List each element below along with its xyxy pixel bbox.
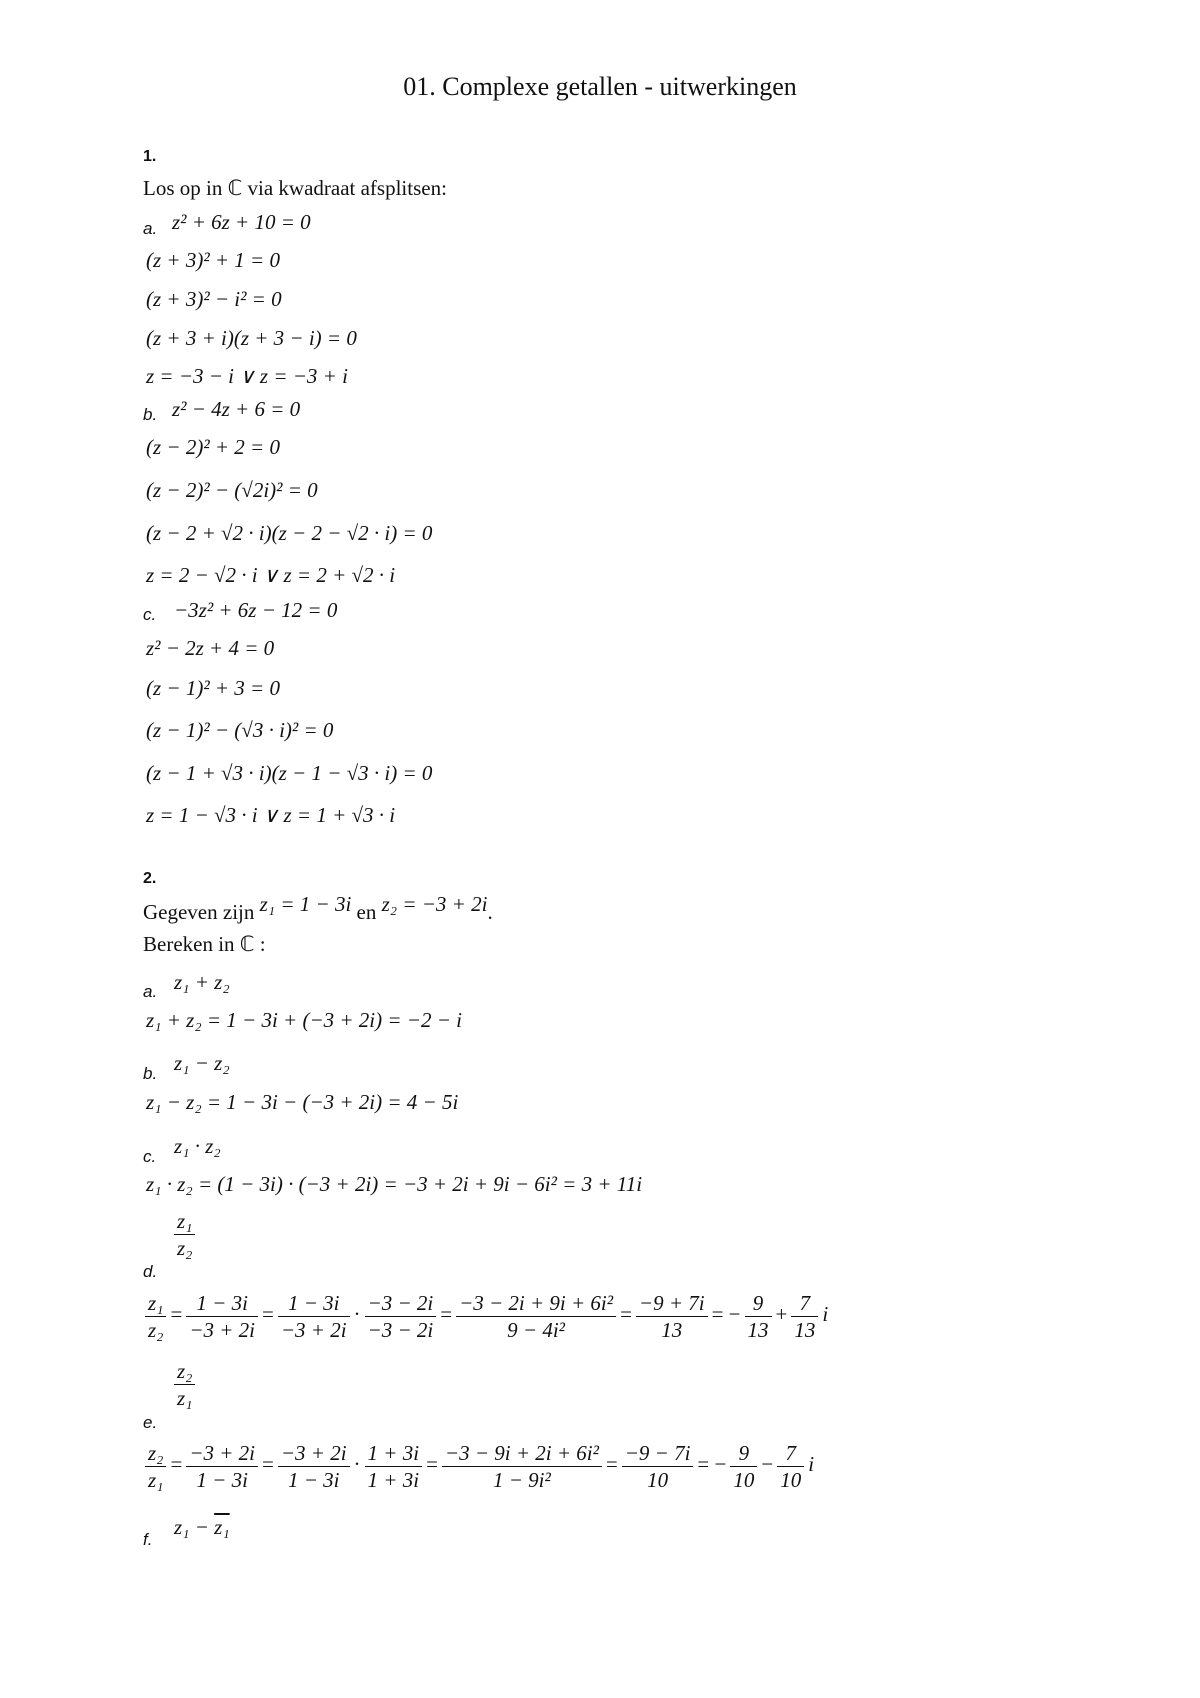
fraction-numerator: −3 + 2i <box>278 1440 350 1467</box>
fraction <box>186 1290 258 1343</box>
q2f-task-part: z₁ − <box>174 1515 215 1539</box>
q2f-label: f. <box>143 1530 153 1549</box>
fraction <box>456 1290 616 1343</box>
fraction-denominator: −3 + 2i <box>189 1318 256 1342</box>
q1a-line: (z + 3)² + 1 = 0 <box>146 248 280 272</box>
given-end: . <box>487 900 493 924</box>
q1b-line: (z − 2)² + 2 = 0 <box>146 435 280 459</box>
fraction-numerator: −3 − 2i <box>365 1290 437 1317</box>
q2d-answer <box>143 1290 830 1343</box>
fraction-numerator: z₂ <box>145 1440 166 1467</box>
z2-definition: z₂ = −3 + 2i <box>381 892 488 916</box>
operator: = <box>426 1452 438 1477</box>
fraction <box>145 1440 166 1493</box>
fraction-denominator: 1 + 3i <box>367 1468 420 1492</box>
fraction <box>186 1440 258 1493</box>
operator: · <box>353 1302 361 1327</box>
q1a-line: z² + 6z + 10 = 0 <box>172 210 311 234</box>
q2e-answer <box>143 1440 816 1493</box>
q2c-label: c. <box>143 1147 157 1166</box>
q1a-line: (z + 3)² − i² = 0 <box>146 287 282 311</box>
operator: = <box>262 1452 274 1477</box>
fraction-denominator: 9 − 4i² <box>507 1318 565 1342</box>
operator: = <box>170 1302 183 1327</box>
fraction-denominator: 10 <box>780 1468 802 1492</box>
question-1-number: 1. <box>143 148 157 165</box>
fraction-denominator: 1 − 9i² <box>492 1468 551 1492</box>
fraction-denominator: z₁ <box>148 1468 164 1492</box>
q1c-line: (z − 1)² − (√3 · i)² = 0 <box>146 718 334 742</box>
fraction-numerator: −3 − 2i + 9i + 6i² <box>456 1290 616 1317</box>
q2b-label: b. <box>143 1064 158 1083</box>
q1c-label: c. <box>143 605 157 624</box>
z1-definition: z₁ = 1 − 3i <box>259 892 352 916</box>
operator: = <box>170 1452 183 1477</box>
fraction <box>365 1290 437 1343</box>
fraction-numerator: 7 <box>777 1440 804 1467</box>
fraction-numerator: 7 <box>791 1290 818 1317</box>
q1c-line: −3z² + 6z − 12 = 0 <box>174 598 338 622</box>
operator: i <box>808 1452 815 1477</box>
fraction-numerator: −3 − 9i + 2i + 6i² <box>442 1440 602 1467</box>
q2c-answer: z₁ · z₂ = (1 − 3i) · (−3 + 2i) = −3 + 2i + 9i − 6i² = 3 + 11i <box>146 1172 643 1196</box>
operator: = − <box>711 1302 741 1327</box>
fraction-denominator: z₂ <box>177 1236 193 1260</box>
q2e-label: e. <box>143 1413 158 1432</box>
operator: = <box>620 1302 632 1327</box>
fraction <box>442 1440 602 1493</box>
q2b-answer: z₁ − z₂ = 1 − 3i − (−3 + 2i) = 4 − 5i <box>146 1090 459 1114</box>
operator: i <box>822 1302 829 1327</box>
operator: − <box>761 1452 774 1477</box>
fraction <box>791 1290 818 1343</box>
fraction-numerator: z₁ <box>145 1290 166 1317</box>
fraction <box>636 1290 708 1343</box>
q1a-line: (z + 3 + i)(z + 3 − i) = 0 <box>146 326 357 350</box>
fraction-denominator: 10 <box>647 1468 669 1492</box>
operator: = − <box>697 1452 727 1477</box>
question-1-instruction: Los op in ℂ via kwadraat afsplitsen: <box>143 176 447 200</box>
page-title: 01. Complexe getallen - uitwerkingen <box>403 72 797 101</box>
fraction-denominator: 13 <box>747 1318 769 1342</box>
fraction-denominator: 1 − 3i <box>287 1468 340 1492</box>
given-en: en <box>356 900 377 924</box>
q2e-task <box>172 1358 197 1411</box>
fraction-numerator: 1 + 3i <box>365 1440 423 1467</box>
q2f-conjugate: z₁ <box>214 1515 230 1539</box>
question-2-given <box>143 892 493 925</box>
fraction-denominator: −3 − 2i <box>367 1318 434 1342</box>
q1c-line: z = 1 − √3 · i ∨ z = 1 + √3 · i <box>146 803 396 827</box>
fraction-denominator: −3 + 2i <box>280 1318 347 1342</box>
given-prefix: Gegeven zijn <box>143 900 255 924</box>
q1b-label: b. <box>143 405 158 424</box>
q2d-task <box>172 1208 197 1261</box>
fraction-numerator: 1 − 3i <box>278 1290 350 1317</box>
fraction-numerator: 9 <box>745 1290 772 1317</box>
fraction-numerator: −9 − 7i <box>622 1440 694 1467</box>
q2c-task: z₁ · z₂ <box>174 1134 221 1158</box>
fraction <box>278 1290 350 1343</box>
q2d-label: d. <box>143 1262 158 1281</box>
operator: + <box>775 1302 788 1327</box>
question-2-number: 2. <box>143 870 157 887</box>
fraction <box>730 1440 757 1493</box>
q2f-task <box>174 1515 230 1540</box>
operator: · <box>353 1452 361 1477</box>
question-2-bereken: Bereken in ℂ : <box>143 932 266 956</box>
q1b-line: (z − 2 + √2 · i)(z − 2 − √2 · i) = 0 <box>146 521 433 545</box>
fraction-denominator: z₁ <box>177 1386 193 1410</box>
fraction <box>622 1440 694 1493</box>
q1b-line: z² − 4z + 6 = 0 <box>172 397 301 421</box>
fraction-denominator: 13 <box>794 1318 816 1342</box>
fraction-denominator: z₂ <box>148 1318 164 1342</box>
q2a-task: z₁ + z₂ <box>174 970 230 994</box>
q1b-line: z = 2 − √2 · i ∨ z = 2 + √2 · i <box>146 563 396 587</box>
fraction-numerator: z₁ <box>174 1208 195 1235</box>
fraction-numerator: −3 + 2i <box>186 1440 258 1467</box>
fraction-denominator: 10 <box>733 1468 755 1492</box>
q1a-line: z = −3 − i ∨ z = −3 + i <box>146 364 348 388</box>
q2b-task: z₁ − z₂ <box>174 1051 230 1075</box>
fraction <box>745 1290 772 1343</box>
fraction <box>278 1440 350 1493</box>
fraction <box>145 1290 166 1343</box>
operator: = <box>262 1302 274 1327</box>
fraction-numerator: z₂ <box>174 1358 195 1385</box>
fraction-numerator: 1 − 3i <box>186 1290 258 1317</box>
fraction <box>365 1440 423 1493</box>
q1a-label: a. <box>143 219 158 238</box>
q2a-label: a. <box>143 982 158 1001</box>
fraction-numerator: −9 + 7i <box>636 1290 708 1317</box>
q2a-answer: z₁ + z₂ = 1 − 3i + (−3 + 2i) = −2 − i <box>146 1008 462 1032</box>
q1c-line: (z − 1)² + 3 = 0 <box>146 676 280 700</box>
operator: = <box>440 1302 453 1327</box>
fraction-denominator: 1 − 3i <box>196 1468 248 1492</box>
fraction <box>777 1440 804 1493</box>
fraction-numerator: 9 <box>730 1440 757 1467</box>
fraction-denominator: 13 <box>661 1318 683 1342</box>
operator: = <box>605 1452 618 1477</box>
q1c-line: z² − 2z + 4 = 0 <box>146 636 275 660</box>
q1b-line: (z − 2)² − (√2i)² = 0 <box>146 478 318 502</box>
q1c-line: (z − 1 + √3 · i)(z − 1 − √3 · i) = 0 <box>146 761 433 785</box>
